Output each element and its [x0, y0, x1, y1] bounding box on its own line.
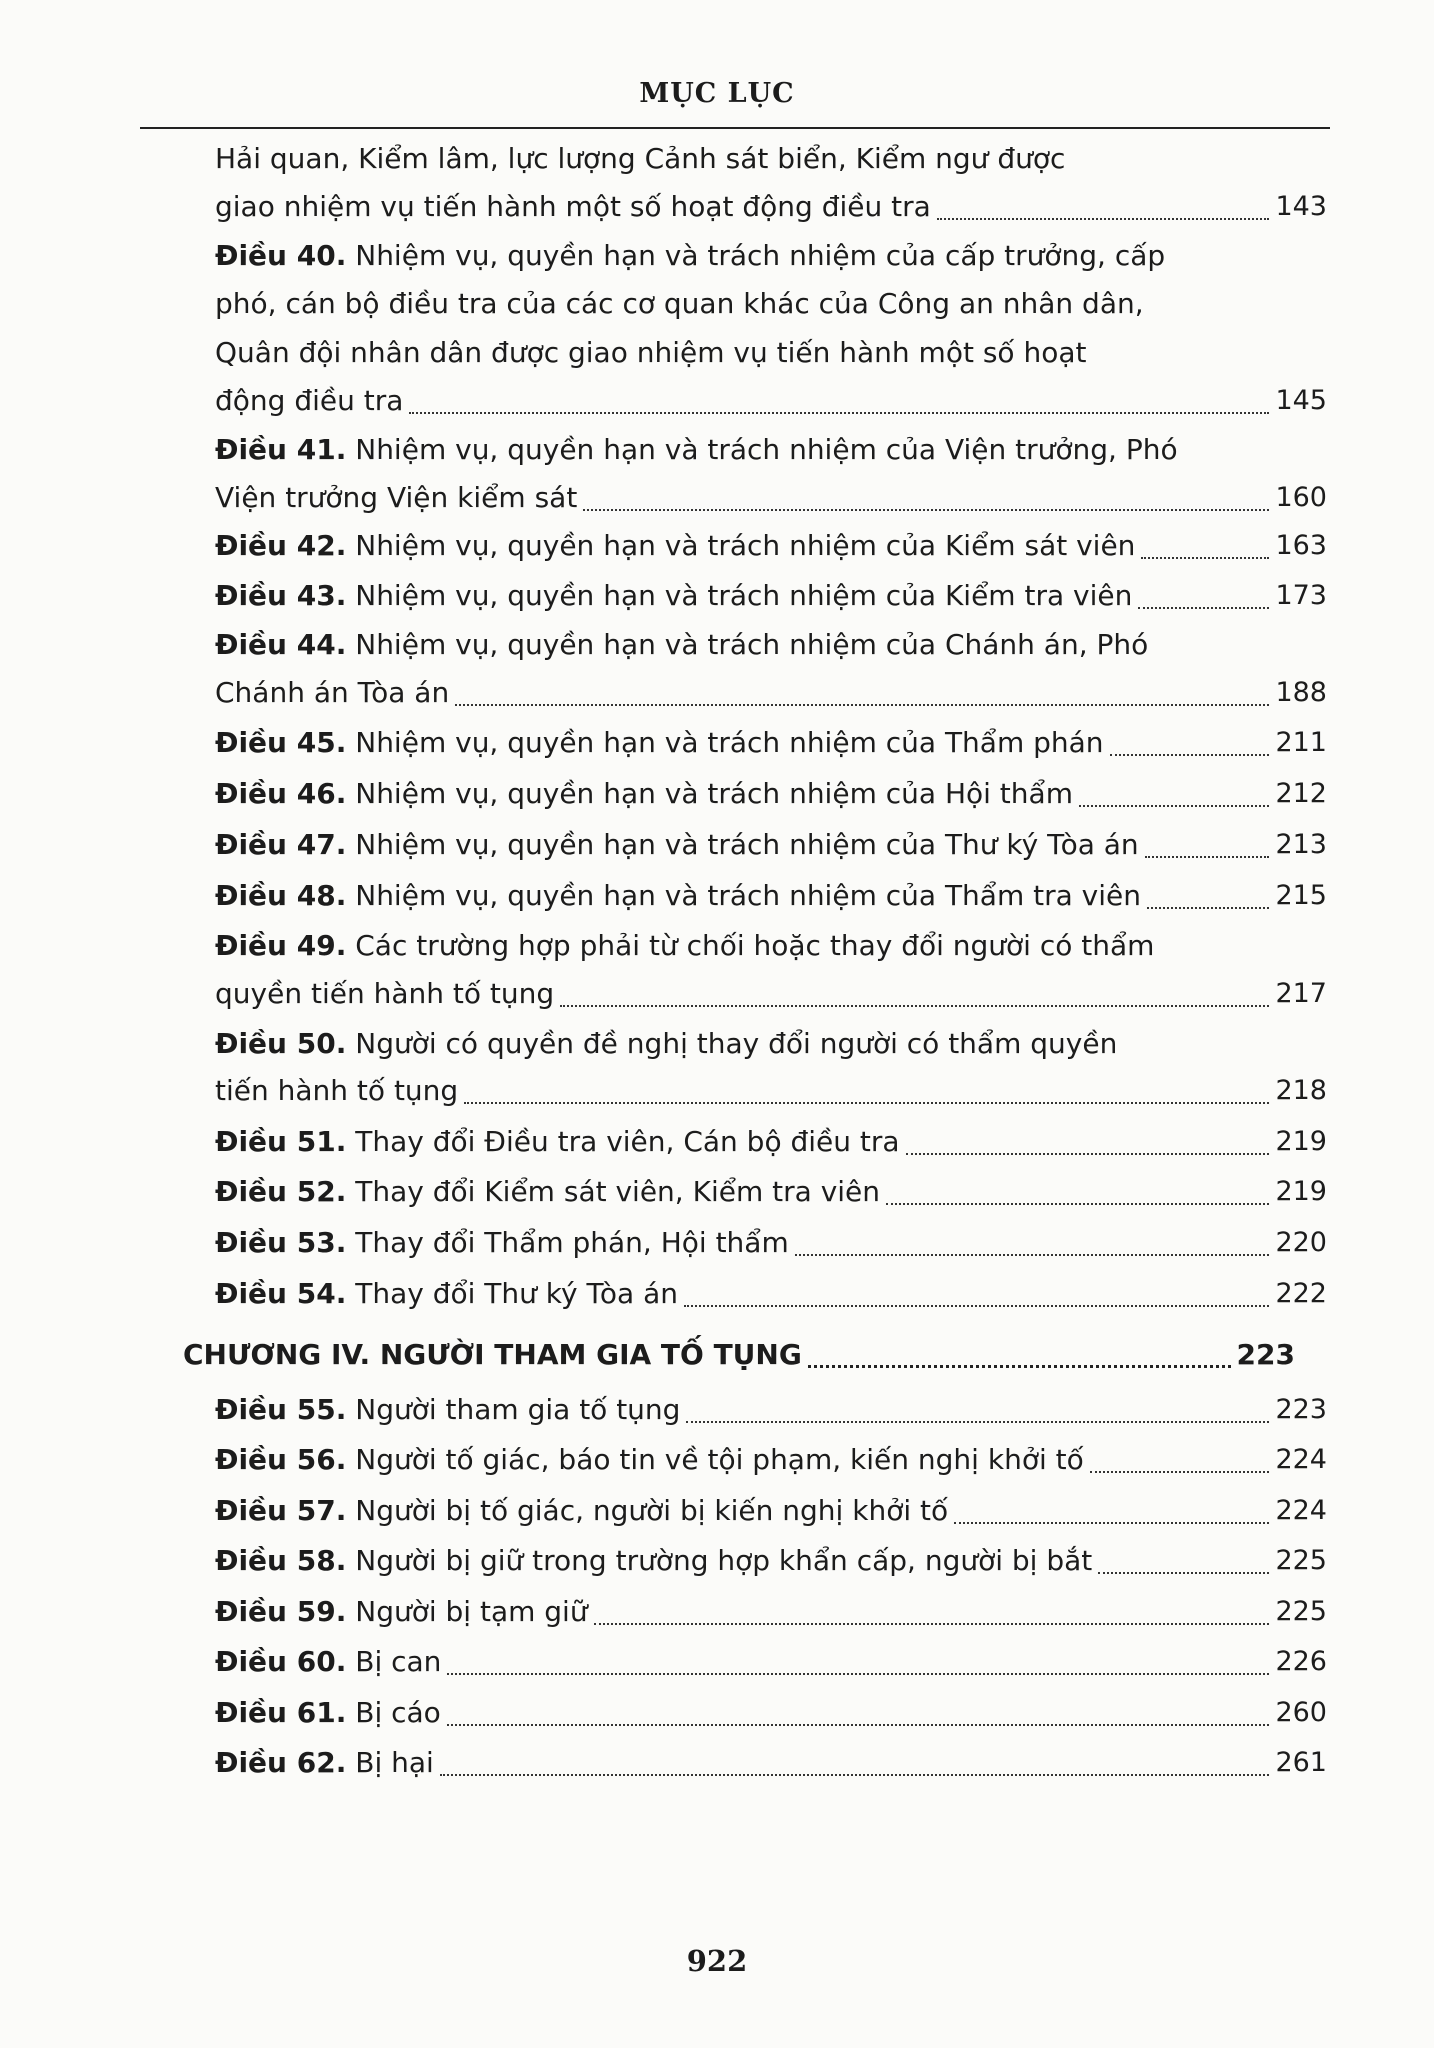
- toc-entry-line: [215, 1637, 1327, 1687]
- entry-title: Người tố giác, báo tin về tội phạm, kiến nghị khởi tố: [346, 1443, 1084, 1476]
- dot-leader: [906, 1153, 1270, 1155]
- toc-entry-line: [215, 231, 1327, 281]
- dot-leader: [1141, 557, 1269, 559]
- toc-entry-line: [215, 1587, 1327, 1637]
- entry-page-number: 212: [1275, 778, 1327, 809]
- page-header: MỤC LỤC: [639, 78, 795, 109]
- toc-entry-line: [215, 425, 1327, 475]
- entry-title: Nhiệm vụ, quyền hạn và trách nhiệm của Thư ký Tòa án: [346, 828, 1139, 861]
- entry-page-number: 217: [1275, 978, 1327, 1009]
- entry-page-number: 261: [1275, 1747, 1327, 1778]
- toc-entry-line: [215, 279, 1327, 329]
- entry-page-number: 188: [1275, 677, 1327, 708]
- entry-page-number: 260: [1275, 1697, 1327, 1728]
- article-number: Điều 43.: [215, 579, 347, 612]
- entry-page-number: 173: [1275, 580, 1327, 611]
- entry-page-number: 145: [1275, 385, 1327, 416]
- toc-chapter-heading: [183, 1330, 1295, 1380]
- toc-entry-line: [215, 718, 1327, 768]
- entry-title: Nhiệm vụ, quyền hạn và trách nhiệm của cấp trưởng, cấp: [346, 239, 1166, 272]
- entry-page-number: 223: [1236, 1338, 1295, 1371]
- dot-leader: [686, 1421, 1269, 1423]
- entry-title: Nhiệm vụ, quyền hạn và trách nhiệm của Kiểm sát viên: [346, 529, 1136, 562]
- entry-title: Các trường hợp phải từ chối hoặc thay đổi người có thẩm: [346, 929, 1155, 962]
- entry-title: quyền tiến hành tố tụng: [215, 977, 555, 1010]
- article-number: Điều 48.: [215, 879, 347, 912]
- article-number: Điều 45.: [215, 726, 347, 759]
- article-number: Điều 49.: [215, 929, 347, 962]
- toc-entry-line: [215, 328, 1327, 378]
- dot-leader: [1079, 805, 1269, 807]
- entry-title: Người tham gia tố tụng: [346, 1393, 681, 1426]
- entry-page-number: 211: [1275, 727, 1327, 758]
- entry-page-number: 218: [1275, 1075, 1327, 1106]
- entry-title: Nhiệm vụ, quyền hạn và trách nhiệm của Viện trưởng, Phó: [346, 433, 1178, 466]
- entry-title: Bị can: [346, 1645, 442, 1678]
- entry-page-number: 222: [1275, 1278, 1327, 1309]
- entry-title: Nhiệm vụ, quyền hạn và trách nhiệm của Thẩm phán: [346, 726, 1104, 759]
- toc-entry-line: [215, 1167, 1327, 1217]
- entry-title: động điều tra: [215, 384, 404, 417]
- article-number: Điều 41.: [215, 433, 347, 466]
- dot-leader: [1098, 1572, 1269, 1574]
- article-number: Điều 46.: [215, 777, 347, 810]
- toc-entry-line: [215, 1486, 1327, 1536]
- entry-title: Người bị tạm giữ: [346, 1595, 588, 1628]
- article-number: Điều 56.: [215, 1443, 347, 1476]
- article-number: Điều 50.: [215, 1027, 347, 1060]
- toc-entry-line: [215, 921, 1327, 971]
- article-number: Điều 62.: [215, 1746, 347, 1779]
- dot-leader: [464, 1102, 1269, 1104]
- dot-leader: [1090, 1471, 1270, 1473]
- dot-leader: [1138, 607, 1269, 609]
- dot-leader: [447, 1724, 1270, 1726]
- entry-page-number: 224: [1275, 1444, 1327, 1475]
- article-number: Điều 60.: [215, 1645, 347, 1678]
- entry-title: Người có quyền đề nghị thay đổi người có thẩm quyền: [346, 1027, 1118, 1060]
- toc-entry-line: [215, 521, 1327, 571]
- toc-entry-line: [215, 1435, 1327, 1485]
- toc-entry-line: [215, 182, 1327, 232]
- entry-title: Nhiệm vụ, quyền hạn và trách nhiệm của Hội thẩm: [346, 777, 1073, 810]
- toc-entry-line: [215, 668, 1327, 718]
- toc-entry-line: [215, 376, 1327, 426]
- entry-title: Bị hại: [346, 1746, 434, 1779]
- toc-entry-line: [215, 769, 1327, 819]
- dot-leader: [937, 218, 1270, 220]
- entry-page-number: 220: [1275, 1227, 1327, 1258]
- toc-entry-line: [215, 473, 1327, 523]
- entry-page-number: 225: [1275, 1545, 1327, 1576]
- toc-entry-line: [215, 1385, 1327, 1435]
- dot-leader: [560, 1005, 1269, 1007]
- entry-title: Nhiệm vụ, quyền hạn và trách nhiệm của Kiểm tra viên: [346, 579, 1133, 612]
- entry-page-number: 219: [1275, 1126, 1327, 1157]
- dot-leader: [594, 1623, 1270, 1625]
- entry-page-number: 223: [1275, 1394, 1327, 1425]
- entry-title: Hải quan, Kiểm lâm, lực lượng Cảnh sát biển, Kiểm ngư được: [215, 142, 1066, 175]
- dot-leader: [1110, 754, 1270, 756]
- article-number: Điều 53.: [215, 1226, 347, 1259]
- dot-leader: [684, 1305, 1269, 1307]
- dot-leader: [583, 509, 1269, 511]
- toc-entry-line: [215, 871, 1327, 921]
- toc-entry-line: [215, 1738, 1327, 1788]
- article-number: Điều 59.: [215, 1595, 347, 1628]
- entry-page-number: 226: [1275, 1646, 1327, 1677]
- toc-entry-line: [215, 134, 1327, 184]
- entry-page-number: 224: [1275, 1495, 1327, 1526]
- dot-leader: [440, 1774, 1270, 1776]
- dot-leader: [954, 1522, 1269, 1524]
- entry-title: Người bị giữ trong trường hợp khẩn cấp, người bị bắt: [346, 1544, 1093, 1577]
- article-number: Điều 40.: [215, 239, 347, 272]
- toc-entry-line: [215, 1536, 1327, 1586]
- entry-title: Quân đội nhân dân được giao nhiệm vụ tiến hành một số hoạt: [215, 336, 1087, 369]
- entry-title: Thay đổi Điều tra viên, Cán bộ điều tra: [346, 1125, 900, 1158]
- entry-title: CHƯƠNG IV. NGƯỜI THAM GIA TỐ TỤNG: [183, 1338, 802, 1371]
- article-number: Điều 54.: [215, 1277, 347, 1310]
- toc-entry-line: [215, 1218, 1327, 1268]
- article-number: Điều 42.: [215, 529, 347, 562]
- entry-title: Người bị tố giác, người bị kiến nghị khởi tố: [346, 1494, 949, 1527]
- entry-page-number: 213: [1275, 829, 1327, 860]
- entry-page-number: 219: [1275, 1176, 1327, 1207]
- article-number: Điều 58.: [215, 1544, 347, 1577]
- entry-title: Nhiệm vụ, quyền hạn và trách nhiệm của Chánh án, Phó: [346, 628, 1149, 661]
- toc-entry-line: [215, 571, 1327, 621]
- toc-entry-line: [215, 969, 1327, 1019]
- entry-title: Chánh án Tòa án: [215, 676, 450, 709]
- dot-leader: [1147, 907, 1269, 909]
- entry-title: Thay đổi Thư ký Tòa án: [346, 1277, 679, 1310]
- entry-title: Nhiệm vụ, quyền hạn và trách nhiệm của Thẩm tra viên: [346, 879, 1141, 912]
- dot-leader: [447, 1673, 1269, 1675]
- dot-leader: [1145, 856, 1270, 858]
- dot-leader: [455, 704, 1269, 706]
- toc-entry-line: [215, 1269, 1327, 1319]
- entry-title: Bị cáo: [346, 1696, 441, 1729]
- toc-entry-line: [215, 1066, 1327, 1116]
- dot-leader: [886, 1203, 1269, 1205]
- entry-page-number: 143: [1275, 191, 1327, 222]
- entry-page-number: 225: [1275, 1596, 1327, 1627]
- toc-entry-line: [215, 820, 1327, 870]
- page-number: 922: [686, 1944, 748, 1978]
- entry-title: giao nhiệm vụ tiến hành một số hoạt động điều tra: [215, 190, 931, 223]
- toc-entry-line: [215, 620, 1327, 670]
- article-number: Điều 55.: [215, 1393, 347, 1426]
- entry-page-number: 163: [1275, 530, 1327, 561]
- article-number: Điều 44.: [215, 628, 347, 661]
- article-number: Điều 47.: [215, 828, 347, 861]
- entry-title: tiến hành tố tụng: [215, 1074, 459, 1107]
- article-number: Điều 51.: [215, 1125, 347, 1158]
- dot-leader: [808, 1365, 1231, 1368]
- entry-title: phó, cán bộ điều tra của các cơ quan khác của Công an nhân dân,: [215, 287, 1144, 320]
- dot-leader: [795, 1254, 1270, 1256]
- toc-entry-line: [215, 1688, 1327, 1738]
- entry-title: Viện trưởng Viện kiểm sát: [215, 481, 578, 514]
- dot-leader: [409, 412, 1269, 414]
- article-number: Điều 61.: [215, 1696, 347, 1729]
- article-number: Điều 52.: [215, 1175, 347, 1208]
- entry-page-number: 215: [1275, 880, 1327, 911]
- article-number: Điều 57.: [215, 1494, 347, 1527]
- entry-title: Thay đổi Kiểm sát viên, Kiểm tra viên: [346, 1175, 881, 1208]
- toc-entry-line: [215, 1019, 1327, 1069]
- entry-title: Thay đổi Thẩm phán, Hội thẩm: [346, 1226, 789, 1259]
- toc-entry-line: [215, 1117, 1327, 1167]
- entry-page-number: 160: [1275, 482, 1327, 513]
